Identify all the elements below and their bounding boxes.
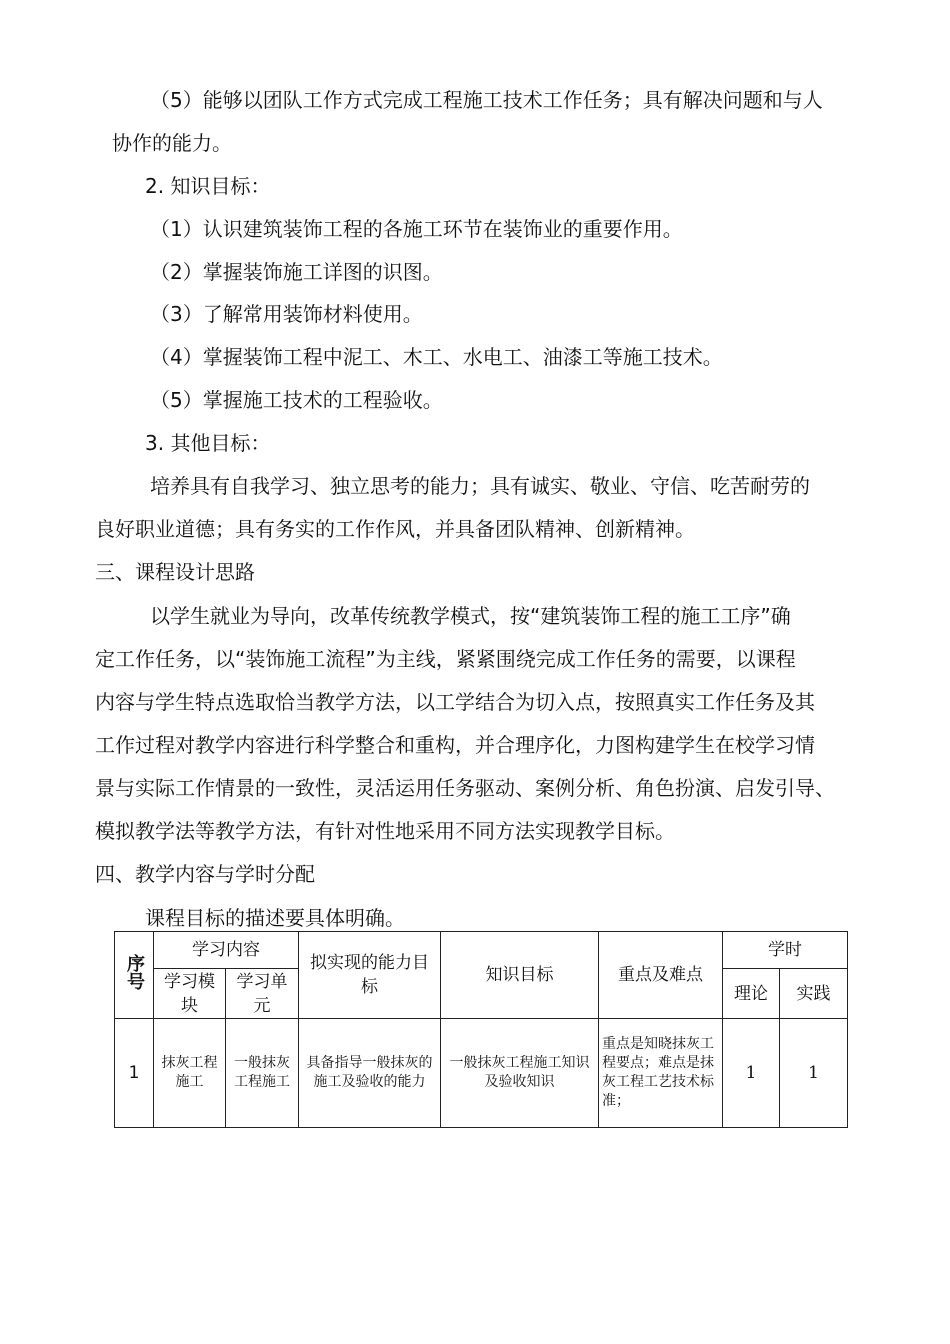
header-practice: 实践 [780, 969, 848, 1019]
paragraph-line: 景与实际工作情景的一致性，灵活运用任务驱动、案例分析、角色扮演、启发引导、 [95, 776, 835, 800]
paragraph-line: 工作过程对教学内容进行科学整合和重构，并合理序化，力图构建学生在校学习情 [95, 733, 815, 757]
paragraph-line: （5）能够以团队工作方式完成工程施工技术工作任务；具有解决问题和与人 [150, 88, 823, 112]
cell-unit: 一般抹灰工程施工 [226, 1019, 299, 1128]
cell-theory: 1 [723, 1019, 780, 1128]
paragraph-line: 良好职业道德；具有务实的工作作风，并具备团队精神、创新精神。 [95, 517, 695, 541]
section-heading: 四、教学内容与学时分配 [95, 862, 315, 886]
knowledge-item: （4）掌握装饰工程中泥工、木工、水电工、油漆工等施工技术。 [150, 345, 723, 369]
paragraph-line: 培养具有自我学习、独立思考的能力；具有诚实、敬业、守信、吃苦耐劳的 [150, 474, 810, 498]
knowledge-item: （2）掌握装饰施工详图的识图。 [150, 260, 443, 284]
header-key: 重点及难点 [599, 932, 723, 1019]
paragraph-line: 以学生就业为导向，改革传统教学模式，按“建筑装饰工程的施工工序”确 [150, 604, 791, 628]
course-hours-table [114, 931, 848, 1128]
header-content: 学习内容 [154, 932, 299, 969]
section-heading: 三、课程设计思路 [95, 560, 255, 584]
header-ability: 拟实现的能力目标 [299, 932, 441, 1019]
cell-seq: 1 [115, 1019, 154, 1128]
knowledge-item: （1）认识建筑装饰工程的各施工环节在装饰业的重要作用。 [150, 217, 683, 241]
table-row [115, 1019, 848, 1128]
cell-module: 抹灰工程施工 [154, 1019, 226, 1128]
header-module: 学习模块 [154, 969, 226, 1019]
subheading-knowledge: 2. 知识目标： [145, 174, 271, 198]
header-unit: 学习单元 [226, 969, 299, 1019]
header-hours: 学时 [723, 932, 848, 969]
header-theory: 理论 [723, 969, 780, 1019]
paragraph-line: 模拟教学法等教学方法，有针对性地采用不同方法实现教学目标。 [95, 819, 675, 843]
cell-key: 重点是知晓抹灰工程要点；难点是抹灰工程工艺技术标准； [599, 1019, 723, 1128]
paragraph-line: 内容与学生特点选取恰当教学方法，以工学结合为切入点，按照真实工作任务及其 [95, 690, 815, 714]
paragraph-line: 协作的能力。 [112, 131, 232, 155]
header-knowledge: 知识目标 [441, 932, 599, 1019]
cell-ability: 具备指导一般抹灰的施工及验收的能力 [299, 1019, 441, 1128]
header-seq: 序号 [115, 932, 154, 1019]
knowledge-item: （3）了解常用装饰材料使用。 [150, 302, 423, 326]
knowledge-item: （5）掌握施工技术的工程验收。 [150, 388, 443, 412]
paragraph-line: 定工作任务，以“装饰施工流程”为主线，紧紧围绕完成工作任务的需要，以课程 [95, 647, 796, 671]
table-note: 课程目标的描述要具体明确。 [145, 906, 405, 930]
subheading-other: 3. 其他目标： [145, 431, 271, 455]
cell-knowledge: 一般抹灰工程施工知识及验收知识 [441, 1019, 599, 1128]
cell-practice: 1 [780, 1019, 848, 1128]
